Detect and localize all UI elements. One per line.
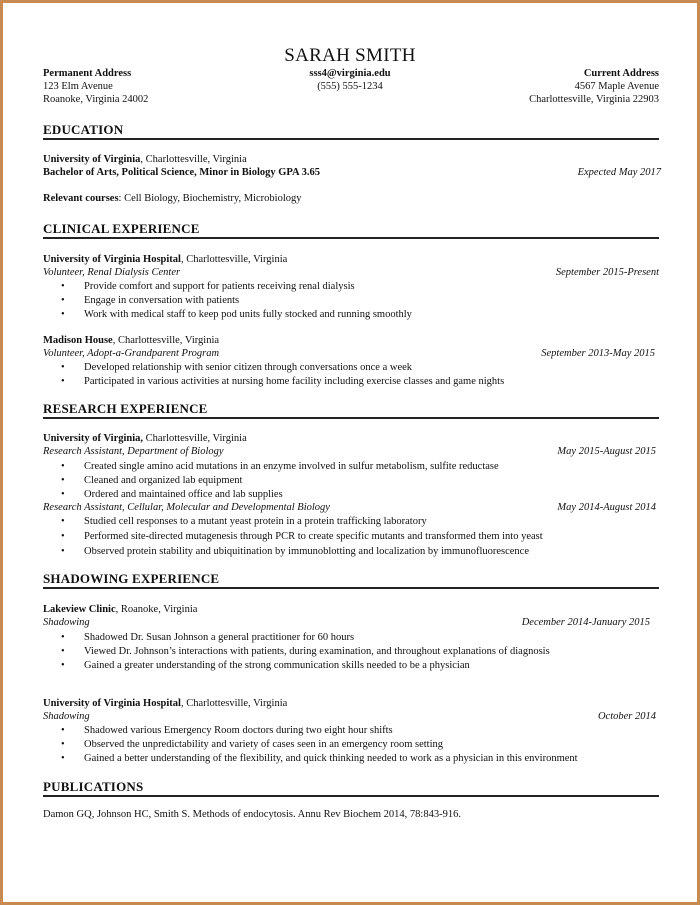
phone-number: (555) 555-1234 bbox=[317, 81, 383, 92]
current-address-label: Current Address bbox=[583, 68, 659, 79]
section-title-publications: PUBLICATIONS bbox=[43, 779, 144, 794]
research-org-line bbox=[43, 432, 247, 445]
education-degree: Bachelor of Arts, Political Science, Minor in Biology GPA 3.65 bbox=[43, 167, 321, 178]
clinical-location: , Charlottesville, Virginia bbox=[112, 335, 220, 346]
clinical-role: Volunteer, Adopt-a-Grandparent Program bbox=[43, 348, 220, 359]
shadowing-org-line bbox=[43, 697, 287, 710]
section-divider bbox=[43, 417, 659, 419]
section-title-clinical: CLINICAL EXPERIENCE bbox=[43, 221, 200, 236]
clinical-org-line bbox=[43, 334, 219, 347]
section-title-education: EDUCATION bbox=[43, 122, 124, 137]
bullet-text: Shadowed various Emergency Room doctors during two eight hour shifts bbox=[84, 725, 393, 736]
research-date: May 2014-August 2014 bbox=[557, 502, 656, 513]
permanent-address-label: Permanent Address bbox=[43, 68, 132, 79]
bullet-text: Participated in various activities at nursing home facility including exercise classes and game nights bbox=[84, 376, 505, 387]
current-address-line1: 4567 Maple Avenue bbox=[574, 81, 659, 92]
research-location: Charlottesville, Virginia bbox=[143, 433, 247, 444]
courses-label: Relevant courses bbox=[43, 193, 119, 204]
education-date: Expected May 2017 bbox=[577, 167, 661, 178]
shadowing-role: Shadowing bbox=[43, 617, 90, 628]
bullet-text: Developed relationship with senior citizen through conversations once a week bbox=[84, 362, 413, 373]
bullet-text: Shadowed Dr. Susan Johnson a general practitioner for 60 hours bbox=[84, 632, 355, 643]
shadowing-date: October 2014 bbox=[597, 711, 656, 722]
email-address: sss4@virginia.edu bbox=[309, 68, 391, 79]
shadowing-location: , Roanoke, Virginia bbox=[115, 604, 198, 615]
section-title-research: RESEARCH EXPERIENCE bbox=[43, 401, 208, 416]
bullet-text: Gained a better understanding of the flexibility, and quick thinking needed to work as a physician in this environment bbox=[84, 753, 578, 764]
bullet-text: Observed the unpredictability and variety of cases seen in an emergency room setting bbox=[84, 739, 444, 750]
section-divider bbox=[43, 237, 659, 239]
bullet-text: Cleaned and organized lab equipment bbox=[84, 475, 243, 486]
bullet-text: Created single amino acid mutations in an enzyme involved in sulfur metabolism, sulfite reductase bbox=[84, 461, 499, 472]
clinical-date: September 2015-Present bbox=[555, 267, 659, 278]
section-divider bbox=[43, 587, 659, 589]
shadowing-org: Lakeview Clinic bbox=[43, 604, 116, 615]
bullet-text: Observed protein stability and ubiquitination by immunoblotting and localization by immunofluorescence bbox=[84, 546, 529, 557]
shadowing-org: University of Virginia Hospital bbox=[43, 698, 181, 709]
research-date: May 2015-August 2015 bbox=[557, 446, 656, 457]
resume-page bbox=[3, 3, 697, 902]
education-school: University of Virginia bbox=[43, 154, 141, 165]
courses-list: : Cell Biology, Biochemistry, Microbiology bbox=[118, 193, 302, 204]
shadowing-role: Shadowing bbox=[43, 711, 90, 722]
clinical-org-line bbox=[43, 253, 287, 266]
current-address-line2: Charlottesville, Virginia 22903 bbox=[529, 94, 659, 105]
bullet-text: Studied cell responses to a mutant yeast protein in a protein trafficking laboratory bbox=[84, 516, 427, 527]
education-location: , Charlottesville, Virginia bbox=[140, 154, 247, 165]
bullet-text: Provide comfort and support for patients receiving renal dialysis bbox=[84, 281, 355, 292]
section-divider bbox=[43, 138, 659, 140]
clinical-org: Madison House bbox=[43, 335, 113, 346]
clinical-org: University of Virginia Hospital bbox=[43, 254, 181, 265]
shadowing-org-line bbox=[43, 603, 197, 616]
bullet-text: Performed site-directed mutagenesis through PCR to create specific mutants and transformed them into yeast bbox=[84, 531, 543, 542]
education-school-line bbox=[43, 153, 247, 166]
shadowing-date: December 2014-January 2015 bbox=[521, 617, 650, 628]
research-role: Research Assistant, Cellular, Molecular and Developmental Biology bbox=[43, 502, 330, 513]
shadowing-location: , Charlottesville, Virginia bbox=[180, 698, 288, 709]
candidate-name: SARAH SMITH bbox=[284, 45, 416, 66]
permanent-address-line1: 123 Elm Avenue bbox=[43, 81, 113, 92]
bullet-text: Work with medical staff to keep pod units fully stocked and running smoothly bbox=[84, 309, 412, 320]
research-org: University of Virginia, bbox=[43, 433, 144, 444]
bullet-text: Engage in conversation with patients bbox=[84, 295, 240, 306]
bullet-text: Viewed Dr. Johnson’s interactions with patients, during examination, and throughout explanations of diagnosis bbox=[84, 646, 550, 657]
section-title-shadowing: SHADOWING EXPERIENCE bbox=[43, 571, 220, 586]
research-role: Research Assistant, Department of Biology bbox=[43, 446, 224, 457]
clinical-location: , Charlottesville, Virginia bbox=[180, 254, 288, 265]
clinical-date: September 2013-May 2015 bbox=[541, 348, 655, 359]
publication-item: Damon GQ, Johnson HC, Smith S. Methods of endocytosis. Annu Rev Biochem 2014, 78:843-916. bbox=[43, 809, 461, 820]
bullet-text: Gained a greater understanding of the strong communication skills needed to be a physician bbox=[84, 660, 470, 671]
education-courses bbox=[43, 192, 302, 205]
section-divider bbox=[43, 795, 659, 797]
permanent-address-line2: Roanoke, Virginia 24002 bbox=[43, 94, 149, 105]
bullet-text: Ordered and maintained office and lab supplies bbox=[84, 489, 283, 500]
clinical-role: Volunteer, Renal Dialysis Center bbox=[43, 267, 181, 278]
